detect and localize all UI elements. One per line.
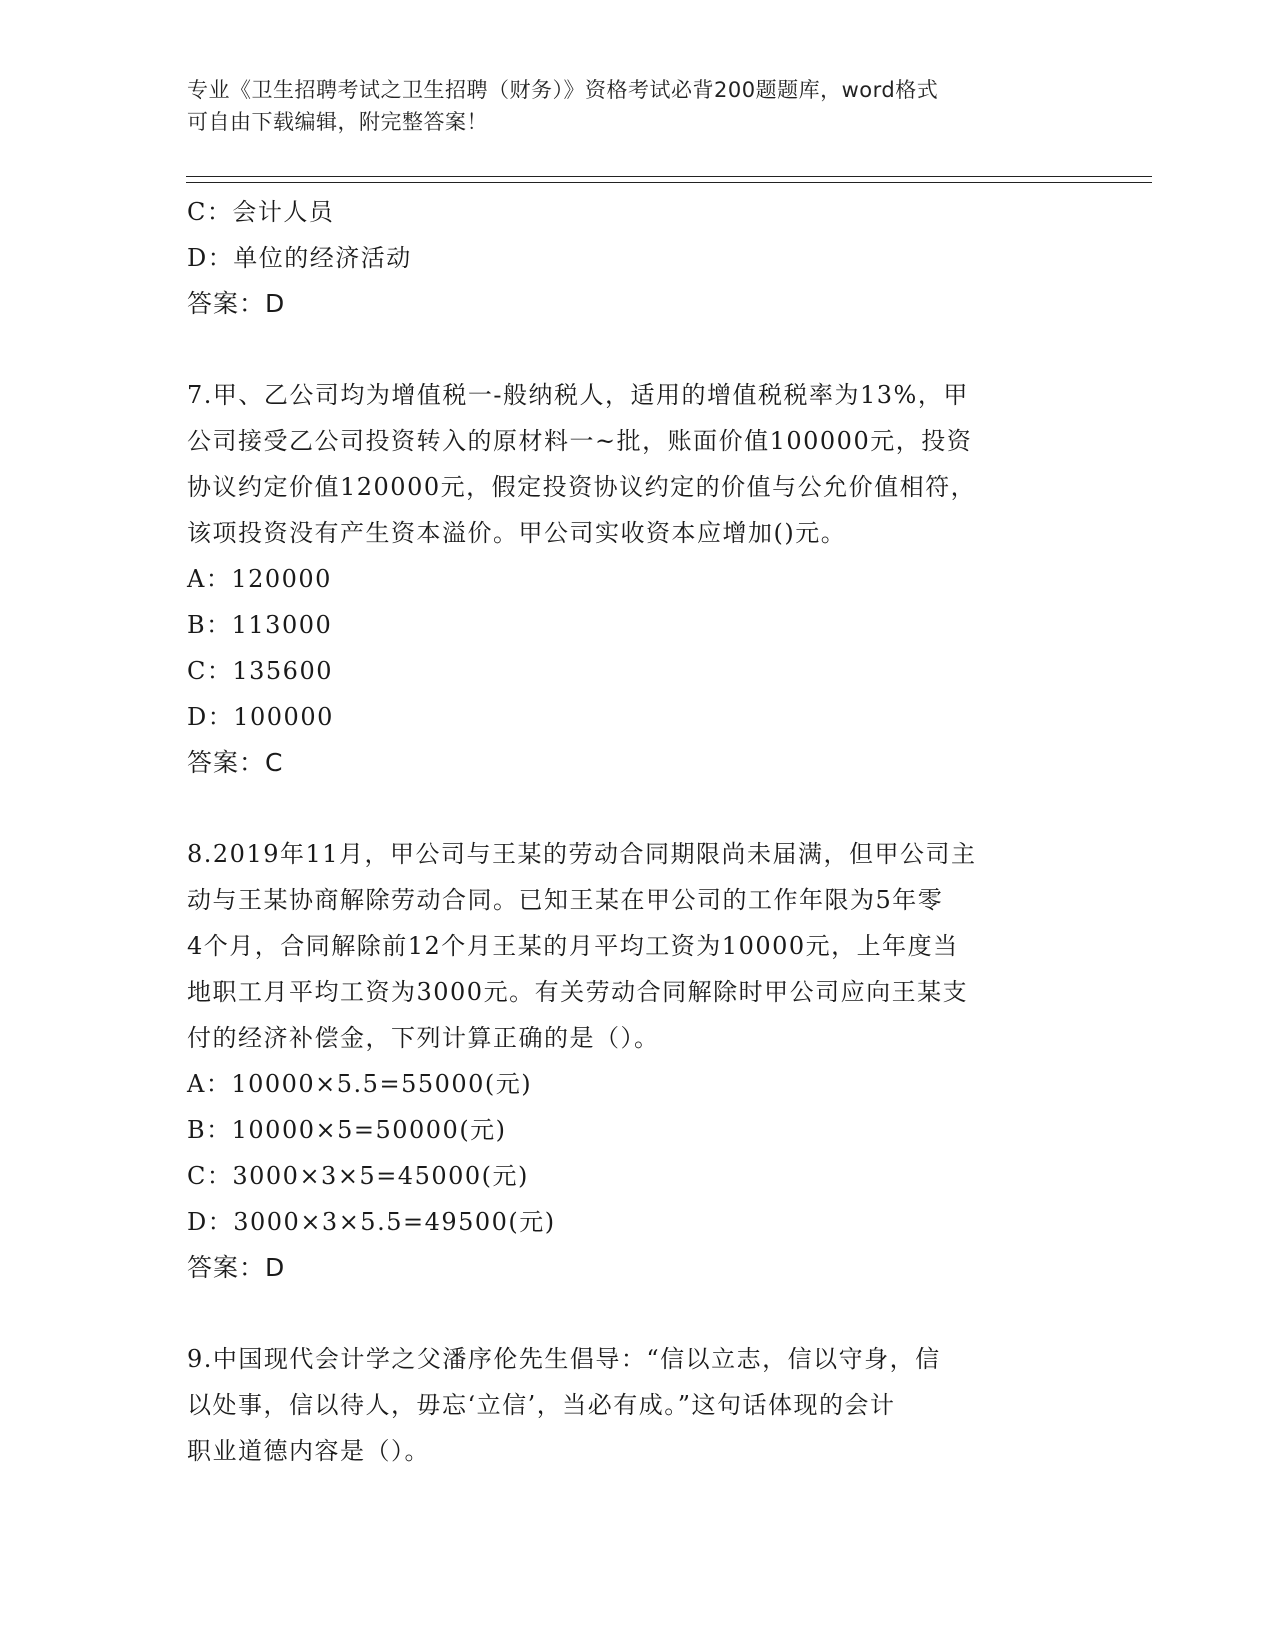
option-b: B：10000×5=50000(元) bbox=[187, 1116, 507, 1144]
question-text-line: 8.2019年11月，甲公司与王某的劳动合同期限尚未届满，但甲公司主 bbox=[187, 840, 977, 868]
header-title-line-2: 可自由下载编辑，附完整答案！ bbox=[187, 110, 488, 134]
option-d: D：100000 bbox=[187, 703, 334, 731]
question-text-line: 动与王某协商解除劳动合同。已知王某在甲公司的工作年限为5年零 bbox=[187, 886, 944, 914]
question-9 bbox=[187, 1336, 1087, 1474]
header-divider-top bbox=[186, 176, 1152, 177]
option-c: C：3000×3×5=45000(元) bbox=[187, 1162, 529, 1190]
question-text-line: 9.中国现代会计学之父潘序伦先生倡导：“信以立志，信以守身，信 bbox=[187, 1345, 941, 1373]
question-6-continuation bbox=[187, 189, 1087, 327]
question-text-line: 协议约定价值120000元，假定投资协议约定的价值与公允价值相符， bbox=[187, 473, 977, 501]
question-content bbox=[187, 189, 1087, 1474]
option-c: C：会计人员 bbox=[187, 198, 335, 226]
question-text-line: 4个月，合同解除前12个月王某的月平均工资为10000元，上年度当 bbox=[187, 932, 959, 960]
question-text-line: 该项投资没有产生资本溢价。甲公司实收资本应增加()元。 bbox=[187, 519, 847, 547]
question-text-line: 职业道德内容是（）。 bbox=[187, 1437, 430, 1465]
question-text-line: 地职工月平均工资为3000元。有关劳动合同解除时甲公司应向王某支 bbox=[187, 978, 969, 1006]
option-b: B：113000 bbox=[187, 611, 333, 639]
answer-line: 答案：C bbox=[187, 748, 284, 777]
option-c: C：135600 bbox=[187, 657, 333, 685]
question-7 bbox=[187, 372, 1087, 786]
option-d: D：单位的经济活动 bbox=[187, 244, 412, 272]
answer-line: 答案：D bbox=[187, 289, 286, 318]
question-text-line: 以处事，信以待人，毋忘‘立信’，当必有成。”这句话体现的会计 bbox=[187, 1391, 896, 1419]
header-title-line-1: 专业《卫生招聘考试之卫生招聘（财务）》资格考试必背200题题库，word格式 bbox=[187, 78, 939, 102]
option-a: A：10000×5.5=55000(元) bbox=[187, 1070, 533, 1098]
question-text-line: 付的经济补偿金，下列计算正确的是（）。 bbox=[187, 1024, 660, 1052]
option-a: A：120000 bbox=[187, 565, 332, 593]
header-divider-bottom bbox=[186, 182, 1152, 183]
question-text-line: 公司接受乙公司投资转入的原材料一~批，账面价值100000元，投资 bbox=[187, 427, 973, 455]
answer-line: 答案：D bbox=[187, 1253, 286, 1282]
option-d: D：3000×3×5.5=49500(元) bbox=[187, 1208, 556, 1236]
document-header bbox=[187, 74, 1067, 138]
question-text-line: 7.甲、乙公司均为增值税一-般纳税人，适用的增值税税率为13%，甲 bbox=[187, 381, 969, 409]
question-8 bbox=[187, 831, 1087, 1291]
